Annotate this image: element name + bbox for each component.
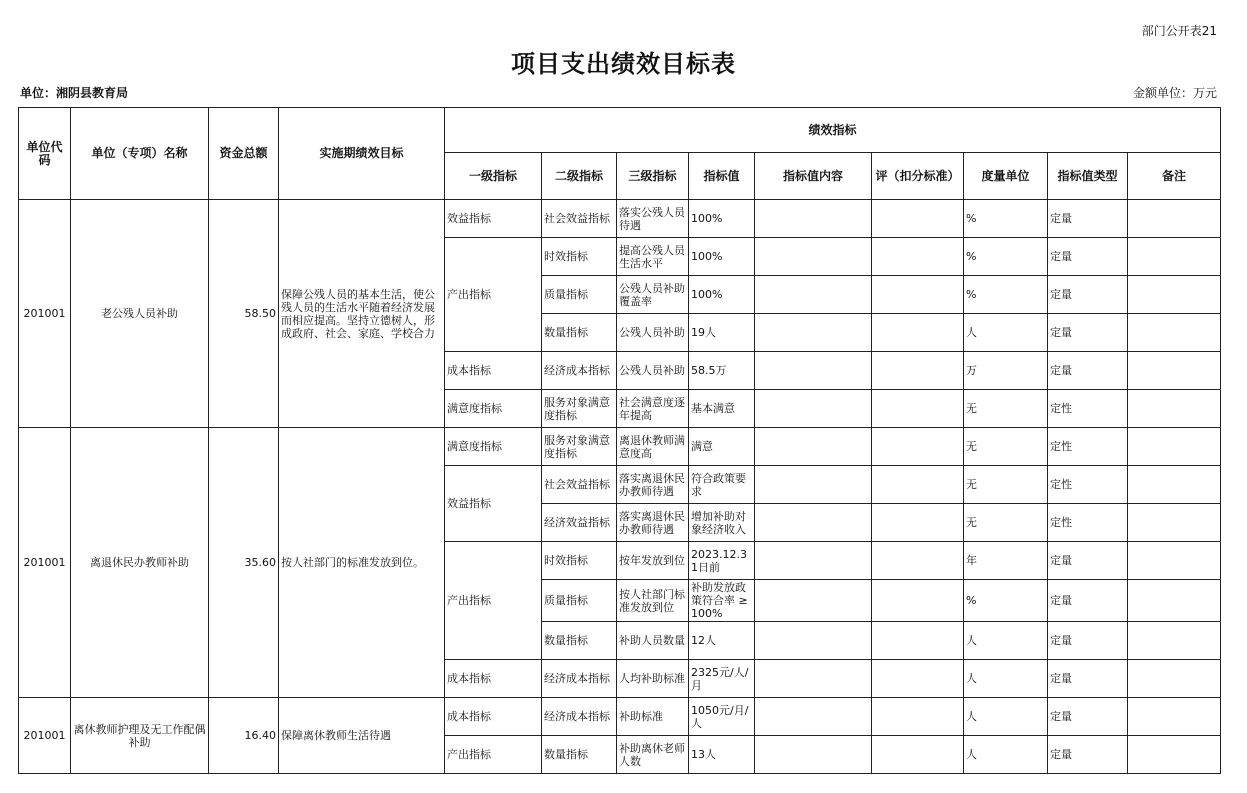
level1-cell: 成本指标 [445, 698, 542, 736]
note-cell [1128, 660, 1221, 698]
header-name: 单位（专项）名称 [71, 108, 209, 200]
content-cell [755, 504, 872, 542]
level2-cell: 时效指标 [542, 238, 617, 276]
level2-cell: 社会效益指标 [542, 466, 617, 504]
project-total: 16.40 [209, 698, 279, 774]
content-cell [755, 390, 872, 428]
content-cell [755, 276, 872, 314]
level2-cell: 数量指标 [542, 622, 617, 660]
score-cell [872, 580, 964, 622]
header-total: 资金总额 [209, 108, 279, 200]
header-content: 指标值内容 [755, 153, 872, 200]
measure-cell: 人 [964, 698, 1048, 736]
score-cell [872, 200, 964, 238]
score-cell [872, 428, 964, 466]
project-total: 58.50 [209, 200, 279, 428]
measure-cell: 人 [964, 314, 1048, 352]
level3-cell: 公残人员补助 [617, 352, 689, 390]
value-cell: 13人 [689, 736, 755, 774]
table-row [19, 200, 1221, 238]
note-cell [1128, 466, 1221, 504]
note-cell [1128, 390, 1221, 428]
measure-cell: 无 [964, 504, 1048, 542]
score-cell [872, 660, 964, 698]
score-cell [872, 736, 964, 774]
level2-cell: 经济成本指标 [542, 660, 617, 698]
value-cell: 100% [689, 200, 755, 238]
header-lvl1: 一级指标 [445, 153, 542, 200]
measure-cell: % [964, 580, 1048, 622]
level1-cell: 产出指标 [445, 736, 542, 774]
money-unit-label: 金额单位：万元 [1132, 86, 1217, 100]
level3-cell: 落实公残人员待遇 [617, 200, 689, 238]
score-cell [872, 276, 964, 314]
content-cell [755, 200, 872, 238]
header-code: 单位代码 [19, 108, 71, 200]
level3-cell: 社会满意度逐年提高 [617, 390, 689, 428]
score-cell [872, 314, 964, 352]
measure-cell: 人 [964, 622, 1048, 660]
table-row [19, 428, 1221, 466]
project-name: 老公残人员补助 [71, 200, 209, 428]
note-cell [1128, 314, 1221, 352]
note-cell [1128, 698, 1221, 736]
header-lvl2: 二级指标 [542, 153, 617, 200]
measure-cell: 年 [964, 542, 1048, 580]
project-goal: 保障离休教师生活待遇 [279, 698, 445, 774]
type-cell: 定量 [1048, 276, 1128, 314]
measure-cell: 无 [964, 466, 1048, 504]
level3-cell: 离退休教师满意度高 [617, 428, 689, 466]
type-cell: 定性 [1048, 466, 1128, 504]
value-cell: 符合政策要求 [689, 466, 755, 504]
level3-cell: 公残人员补助覆盖率 [617, 276, 689, 314]
type-cell: 定量 [1048, 314, 1128, 352]
value-cell: 100% [689, 238, 755, 276]
content-cell [755, 622, 872, 660]
measure-cell: % [964, 238, 1048, 276]
type-cell: 定性 [1048, 504, 1128, 542]
measure-cell: % [964, 200, 1048, 238]
score-cell [872, 504, 964, 542]
header-score: 评（扣分标准） [872, 153, 964, 200]
note-cell [1128, 542, 1221, 580]
score-cell [872, 238, 964, 276]
level1-cell: 效益指标 [445, 200, 542, 238]
value-cell: 58.5万 [689, 352, 755, 390]
page-title: 项目支出绩效目标表 [511, 50, 736, 78]
content-cell [755, 466, 872, 504]
score-cell [872, 390, 964, 428]
note-cell [1128, 352, 1221, 390]
type-cell: 定性 [1048, 428, 1128, 466]
project-total: 35.60 [209, 428, 279, 698]
level1-cell: 满意度指标 [445, 390, 542, 428]
value-cell: 19人 [689, 314, 755, 352]
note-cell [1128, 736, 1221, 774]
level2-cell: 数量指标 [542, 314, 617, 352]
value-cell: 基本满意 [689, 390, 755, 428]
value-cell: 12人 [689, 622, 755, 660]
level3-cell: 落实离退休民办教师待遇 [617, 504, 689, 542]
score-cell [872, 542, 964, 580]
header-lvl3: 三级指标 [617, 153, 689, 200]
type-cell: 定量 [1048, 542, 1128, 580]
content-cell [755, 542, 872, 580]
note-cell [1128, 504, 1221, 542]
level2-cell: 经济成本指标 [542, 352, 617, 390]
header-vtype: 指标值类型 [1048, 153, 1128, 200]
level3-cell: 补助人员数量 [617, 622, 689, 660]
level2-cell: 社会效益指标 [542, 200, 617, 238]
value-cell: 增加补助对象经济收入 [689, 504, 755, 542]
project-goal: 按人社部门的标准发放到位。 [279, 428, 445, 698]
value-cell: 满意 [689, 428, 755, 466]
type-cell: 定量 [1048, 580, 1128, 622]
level1-cell: 成本指标 [445, 352, 542, 390]
table-row [19, 698, 1221, 736]
content-cell [755, 314, 872, 352]
performance-table [18, 107, 1221, 774]
score-cell [872, 352, 964, 390]
note-cell [1128, 200, 1221, 238]
project-code: 201001 [19, 428, 71, 698]
type-cell: 定性 [1048, 390, 1128, 428]
measure-cell: % [964, 276, 1048, 314]
type-cell: 定量 [1048, 200, 1128, 238]
level2-cell: 质量指标 [542, 580, 617, 622]
level3-cell: 落实离退休民办教师待遇 [617, 466, 689, 504]
value-cell: 2023.12.31日前 [689, 542, 755, 580]
project-goal: 保障公残人员的基本生活，使公残人员的生活水平随着经济发展而相应提高。坚持立德树人，形成政府、社会、家庭、学校合力 [279, 200, 445, 428]
measure-cell: 万 [964, 352, 1048, 390]
level2-cell: 经济成本指标 [542, 698, 617, 736]
level2-cell: 经济效益指标 [542, 504, 617, 542]
level3-cell: 按人社部门标准发放到位 [617, 580, 689, 622]
level2-cell: 服务对象满意度指标 [542, 390, 617, 428]
type-cell: 定量 [1048, 238, 1128, 276]
table-number-label: 部门公开表21 [1141, 24, 1217, 38]
header-goal: 实施期绩效目标 [279, 108, 445, 200]
measure-cell: 无 [964, 428, 1048, 466]
level2-cell: 数量指标 [542, 736, 617, 774]
project-name: 离退休民办教师补助 [71, 428, 209, 698]
unit-label: 单位：湘阴县教育局 [20, 86, 129, 100]
note-cell [1128, 276, 1221, 314]
level3-cell: 补助离休老师人数 [617, 736, 689, 774]
content-cell [755, 352, 872, 390]
type-cell: 定量 [1048, 622, 1128, 660]
content-cell [755, 736, 872, 774]
header-measure: 度量单位 [964, 153, 1048, 200]
level1-cell: 满意度指标 [445, 428, 542, 466]
level3-cell: 补助标准 [617, 698, 689, 736]
measure-cell: 无 [964, 390, 1048, 428]
project-code: 201001 [19, 200, 71, 428]
project-code: 201001 [19, 698, 71, 774]
score-cell [872, 466, 964, 504]
level1-cell: 成本指标 [445, 660, 542, 698]
value-cell: 100% [689, 276, 755, 314]
type-cell: 定量 [1048, 698, 1128, 736]
level1-cell: 效益指标 [445, 466, 542, 542]
level1-cell: 产出指标 [445, 238, 542, 352]
measure-cell: 人 [964, 660, 1048, 698]
value-cell: 1050元/月/人 [689, 698, 755, 736]
level1-cell: 产出指标 [445, 542, 542, 660]
content-cell [755, 698, 872, 736]
level3-cell: 人均补助标准 [617, 660, 689, 698]
level2-cell: 服务对象满意度指标 [542, 428, 617, 466]
type-cell: 定量 [1048, 736, 1128, 774]
measure-cell: 人 [964, 736, 1048, 774]
level2-cell: 时效指标 [542, 542, 617, 580]
level3-cell: 按年发放到位 [617, 542, 689, 580]
value-cell: 补助发放政策符合率 ≥100% [689, 580, 755, 622]
content-cell [755, 238, 872, 276]
note-cell [1128, 580, 1221, 622]
content-cell [755, 580, 872, 622]
score-cell [872, 698, 964, 736]
type-cell: 定量 [1048, 660, 1128, 698]
level3-cell: 提高公残人员生活水平 [617, 238, 689, 276]
note-cell [1128, 428, 1221, 466]
note-cell [1128, 238, 1221, 276]
header-value: 指标值 [689, 153, 755, 200]
value-cell: 2325元/人/月 [689, 660, 755, 698]
note-cell [1128, 622, 1221, 660]
level3-cell: 公残人员补助 [617, 314, 689, 352]
content-cell [755, 428, 872, 466]
score-cell [872, 622, 964, 660]
header-perf: 绩效指标 [445, 108, 1221, 153]
project-name: 离休教师护理及无工作配偶补助 [71, 698, 209, 774]
content-cell [755, 660, 872, 698]
type-cell: 定量 [1048, 352, 1128, 390]
header-note: 备注 [1128, 153, 1221, 200]
level2-cell: 质量指标 [542, 276, 617, 314]
